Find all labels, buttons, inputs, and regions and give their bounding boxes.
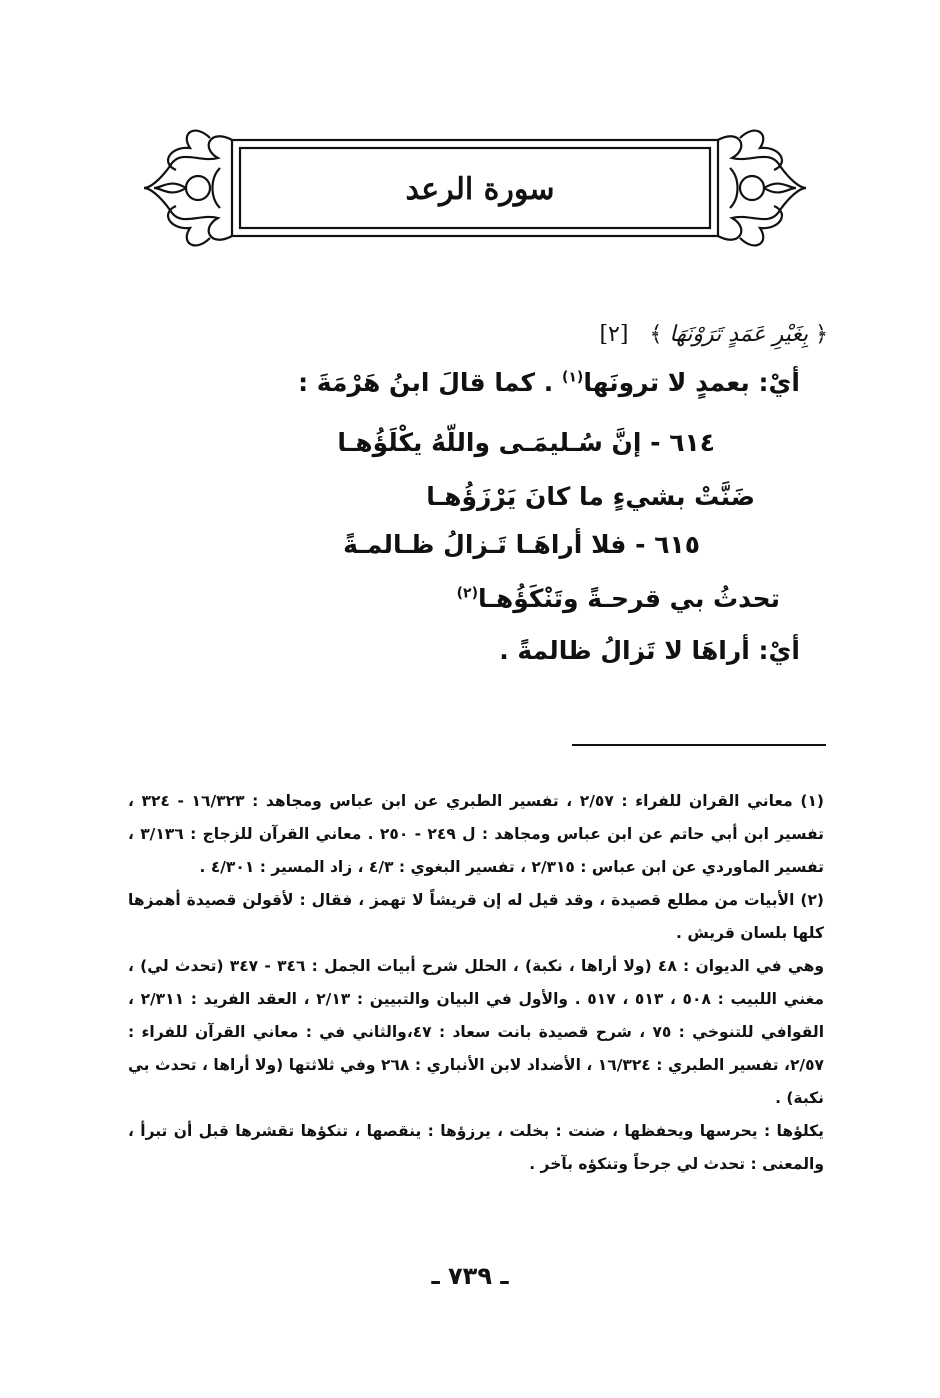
- page-number: ـ ٧٣٩ ـ: [431, 1262, 509, 1290]
- footnote-2-sources: وهي في الديوان : ٤٨ (ولا أراها ، نكبة) ، الحلل شرح أبيات الجمل : ٣٤٦ - ٣٤٧ (تحدث لي) ، مغني اللبيب : ٥٠٨ ، ٥١٣ ، ٥١٧ . والأول في البيان والتبيين : ٢/١٣ ، العقد الفريد : ٢/٣١١ ، القوافي للتنوخي : ٧٥ ، شرح قصيدة بانت سعاد : ٤٧،والثاني في : معاني القرآن للفراء : ٢/٥٧، تفسير الطبري : ١٦/٣٢٤ ، الأضداد لابن الأنباري : ٢٦٨ وفي ثلاثتها (ولا أراها ، تحدث بي نكبة) .: [128, 957, 825, 1107]
- footnote-marker-1: (١): [561, 369, 584, 386]
- verse-close-bracket: ﴾: [649, 322, 663, 347]
- verse-number: [٢]: [599, 322, 629, 347]
- footnote-2-glossary: يكلؤها : يحرسها ويحفظها ، ضنت : بخلت ، يرزؤها : ينقصها ، تنكؤها تقشرها قبل أن تبرأ ، والمعنى : تحدث لي جرحاً وتنكؤه بآخر .: [128, 1122, 824, 1173]
- commentary-text-continued: . كما قالَ ابنُ هَرْمَةَ :: [298, 368, 554, 397]
- footnote-marker-2: (٢): [456, 585, 478, 602]
- hemistich-text: تحدثُ بي قرحـةً وتَنْكَؤُهـا: [477, 584, 780, 613]
- verse-open-bracket: ﴿: [815, 322, 828, 347]
- poem-verse-615-first-hemistich: ٦١٥ - فلا أراهَـا تَـزالُ ظـالمـةً: [343, 530, 700, 559]
- commentary-line-1: [298, 368, 800, 397]
- poem-verse-614-first-hemistich: ٦١٤ - إنَّ سُـليمَـى واللّهُ يكْلَؤُهـا: [337, 428, 715, 457]
- surah-title: سورة الرعد: [405, 172, 555, 207]
- footnote-separator: [572, 744, 826, 746]
- poem-verse-615-second-hemistich: [457, 584, 780, 613]
- footnotes-section: [128, 785, 824, 1181]
- verse-text: بِغَيْرِ عَمَدٍ تَرَوْنَهَا: [669, 322, 809, 347]
- quran-verse-line: [268, 315, 828, 355]
- footnote-2: (٢) الأبيات من مطلع قصيدة ، وقد قيل له إن قريشاً لا تهمز ، فقال : لأقولن قصيدة أهمزها كلها بلسان قريش .: [128, 891, 824, 942]
- commentary-line-2: أيْ: أراهَا لا تَزالُ ظالمةً .: [499, 636, 800, 665]
- commentary-text: أيْ: بعمدٍ لا ترونَها: [583, 368, 800, 397]
- footnote-1: (١) معاني القران للفراء : ٢/٥٧ ، تفسير الطبري عن ابن عباس ومجاهد : ١٦/٣٢٣ - ٣٢٤ ، تفسير ابن أبي حاتم عن ابن عباس ومجاهد : ل ٢٤٩ - ٢٥٠ . معاني القرآن للزجاج : ٣/١٣٦ ، تفسير الماوردي عن ابن عباس : ٢/٣١٥ ، تفسير البغوي : ٤/٣ ، زاد المسير : ٤/٣٠١ .: [128, 792, 824, 876]
- poem-verse-614-second-hemistich: ضَنَّتْ بشيءٍ ما كانَ يَرْزَؤُهـا: [426, 482, 755, 511]
